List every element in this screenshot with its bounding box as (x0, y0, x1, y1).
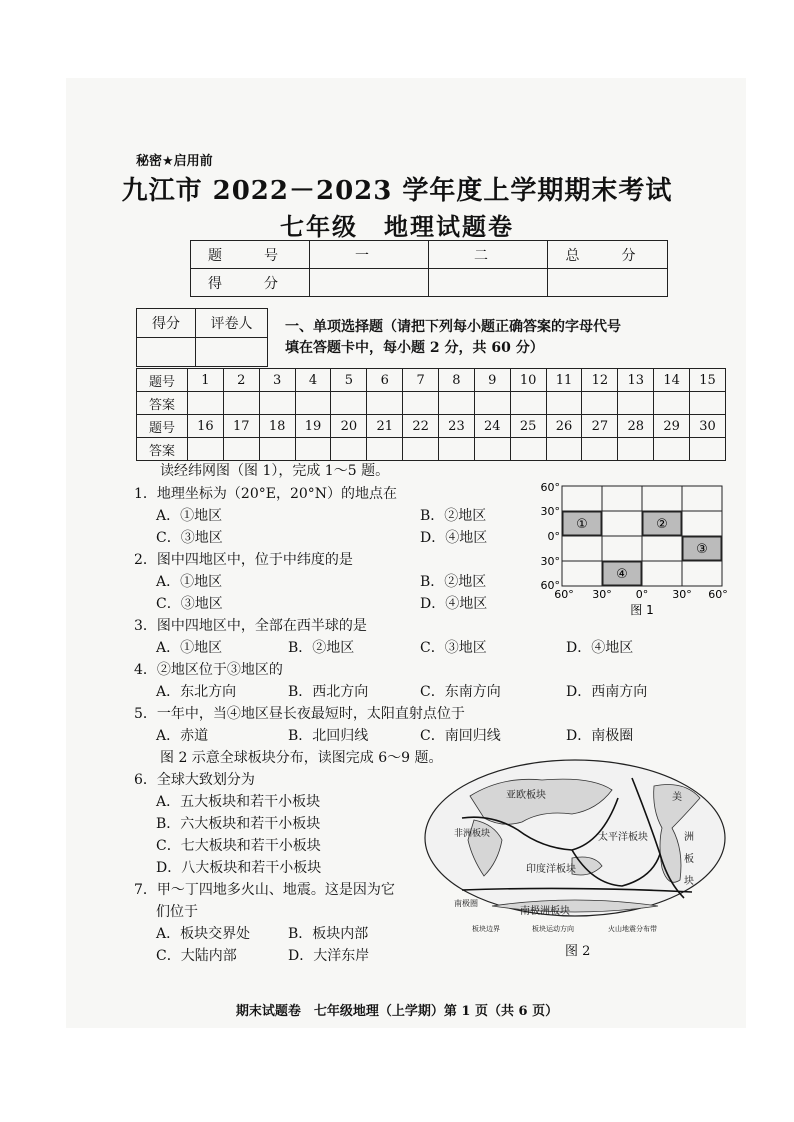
answer-cell[interactable] (546, 438, 582, 461)
option[interactable]: C．③地区 (156, 530, 223, 546)
option[interactable]: B．西北方向 (288, 684, 369, 700)
lat-label: 30° (540, 555, 560, 568)
q-number: 17 (223, 415, 259, 438)
answer-cell[interactable] (439, 438, 475, 461)
option[interactable]: A．五大板块和若干小板块 (156, 794, 321, 810)
answer-cell[interactable] (654, 392, 690, 415)
grader-reviewer-label: 评卷人 (196, 309, 268, 338)
intro-fig2: 图 2 示意全球板块分布，读图完成 6～9 题。 (160, 750, 443, 766)
q-number: 18 (259, 415, 295, 438)
answer-cell[interactable] (654, 438, 690, 461)
answer-table-row (137, 415, 726, 438)
answer-cell[interactable] (618, 438, 654, 461)
lat-label: 60° (540, 481, 560, 494)
plate-label: 非洲板块 (454, 829, 491, 839)
exam-title: 九江市 2022－2023 学年度上学期期末考试 (121, 176, 673, 206)
answer-table-row (137, 438, 726, 461)
answer-label: 答案 (137, 438, 188, 461)
grader-reviewer-cell[interactable] (196, 338, 268, 367)
answer-cell[interactable] (223, 438, 259, 461)
plate-label: 南极洲板块 (520, 906, 570, 917)
answer-cell[interactable] (690, 438, 726, 461)
option[interactable]: C．③地区 (156, 596, 223, 612)
answer-table (136, 368, 726, 461)
legend-item: 板块边界 (472, 925, 500, 933)
answer-label: 题号 (137, 369, 188, 392)
q-number: 10 (510, 369, 546, 392)
answer-cell[interactable] (331, 392, 367, 415)
lon-label: 0° (635, 588, 649, 601)
option[interactable]: D．西南方向 (566, 684, 648, 700)
q-number: 19 (295, 415, 331, 438)
option[interactable]: B．板块内部 (288, 926, 369, 942)
score-cell[interactable] (429, 269, 548, 297)
option[interactable]: C．③地区 (420, 640, 487, 656)
figure-1-caption: 图 1 (630, 603, 654, 617)
answer-cell[interactable] (439, 392, 475, 415)
lon-label: 60° (708, 588, 728, 601)
q-number: 15 (690, 369, 726, 392)
q-number: 7 (403, 369, 439, 392)
lat-label: 30° (540, 505, 560, 518)
option[interactable]: D．大洋东岸 (288, 948, 370, 964)
option[interactable]: B．②地区 (420, 508, 487, 524)
q-number: 29 (654, 415, 690, 438)
q-number: 20 (331, 415, 367, 438)
secret-label: 秘密★启用前 (136, 154, 213, 169)
option[interactable]: D．南极圈 (566, 728, 634, 744)
option[interactable]: D．④地区 (420, 530, 488, 546)
answer-cell[interactable] (403, 438, 439, 461)
question-6: 6．全球大致划分为 (134, 772, 255, 788)
answer-cell[interactable] (188, 438, 224, 461)
q-number: 6 (367, 369, 403, 392)
q-number: 24 (474, 415, 510, 438)
answer-cell[interactable] (474, 392, 510, 415)
answer-cell[interactable] (259, 392, 295, 415)
q-number: 23 (439, 415, 475, 438)
answer-cell[interactable] (223, 392, 259, 415)
answer-cell[interactable] (188, 392, 224, 415)
q-number: 2 (223, 369, 259, 392)
lon-label: 30° (672, 588, 692, 601)
q-number: 3 (259, 369, 295, 392)
q-number: 25 (510, 415, 546, 438)
option[interactable]: B．北回归线 (288, 728, 369, 744)
answer-cell[interactable] (295, 438, 331, 461)
question-4: 4．②地区位于③地区的 (134, 662, 283, 678)
intro-fig1: 读经纬网图（图 1），完成 1～5 题。 (160, 463, 390, 479)
plate-label: 美 (672, 792, 682, 803)
answer-cell[interactable] (582, 438, 618, 461)
option[interactable]: A．①地区 (156, 508, 223, 524)
option[interactable]: D．④地区 (420, 596, 488, 612)
legend-item: 板块运动方向 (532, 925, 574, 933)
option[interactable]: A．东北方向 (156, 684, 237, 700)
exam-subtitle: 七年级 地理试题卷 (280, 212, 514, 241)
answer-cell[interactable] (618, 392, 654, 415)
option[interactable]: C．东南方向 (420, 684, 501, 700)
score-cell[interactable] (310, 269, 429, 297)
answer-label: 答案 (137, 392, 188, 415)
plate-label: 洲 (684, 832, 694, 843)
q-number: 22 (403, 415, 439, 438)
answer-cell[interactable] (582, 392, 618, 415)
figure-1-grid (536, 480, 736, 620)
q-number: 12 (582, 369, 618, 392)
answer-cell[interactable] (474, 438, 510, 461)
region-label: ③ (696, 542, 708, 557)
question-1: 1．地理坐标为（20°E，20°N）的地点在 (134, 486, 398, 502)
score-head: 一 (310, 241, 429, 269)
lat-label: 60° (540, 579, 560, 592)
question-7-cont: 们位于 (156, 904, 198, 920)
answer-table-row (137, 392, 726, 415)
option[interactable]: A．①地区 (156, 574, 223, 590)
score-head: 二 (429, 241, 548, 269)
plate-label: 太平洋板块 (598, 832, 648, 843)
lon-label: 30° (592, 588, 612, 601)
score-cell[interactable] (548, 269, 668, 297)
score-cell: 得 分 (191, 269, 310, 297)
question-5: 5．一年中，当④地区昼长夜最短时，太阳直射点位于 (134, 706, 465, 722)
answer-cell[interactable] (295, 392, 331, 415)
answer-cell[interactable] (331, 438, 367, 461)
answer-label: 题号 (137, 415, 188, 438)
lon-label: 60° (554, 588, 574, 601)
answer-cell[interactable] (510, 392, 546, 415)
option[interactable]: B．②地区 (420, 574, 487, 590)
q-number: 9 (474, 369, 510, 392)
grader-box (136, 308, 268, 367)
q-number: 8 (439, 369, 475, 392)
answer-cell[interactable] (403, 392, 439, 415)
region-label: ② (656, 517, 668, 532)
q-number: 13 (618, 369, 654, 392)
grader-score-label: 得分 (137, 309, 196, 338)
figure-2-caption: 图 2 (565, 944, 591, 959)
score-head: 总 分 (548, 241, 668, 269)
q-number: 27 (582, 415, 618, 438)
plate-label: 块 (684, 876, 694, 887)
plate-label: 板 (684, 854, 694, 865)
option[interactable]: A．①地区 (156, 640, 223, 656)
legend-item: 火山地震分布带 (608, 925, 657, 933)
q-number: 14 (654, 369, 690, 392)
question-3: 3．图中四地区中，全部在西半球的是 (134, 618, 367, 634)
region-label: ④ (616, 567, 628, 582)
page-footer: 期末试题卷 七年级地理（上学期）第 1 页（共 6 页） (235, 1004, 559, 1019)
q-number: 28 (618, 415, 654, 438)
score-head: 题 号 (191, 241, 310, 269)
q-number: 21 (367, 415, 403, 438)
q-number: 4 (295, 369, 331, 392)
q-number: 1 (188, 369, 224, 392)
answer-cell[interactable] (546, 392, 582, 415)
option[interactable]: C．七大板块和若干小板块 (156, 838, 321, 854)
plate-label: 印度洋板块 (526, 864, 576, 875)
option[interactable]: B．六大板块和若干小板块 (156, 816, 321, 832)
figure-2-plate-map (422, 758, 728, 938)
q-number: 11 (546, 369, 582, 392)
answer-table-row (137, 369, 726, 392)
q-number: 26 (546, 415, 582, 438)
option[interactable]: B．②地区 (288, 640, 355, 656)
region-label: ① (576, 517, 588, 532)
q-number: 30 (690, 415, 726, 438)
question-2: 2．图中四地区中，位于中纬度的是 (134, 552, 353, 568)
question-7: 7．甲～丁四地多火山、地震。这是因为它 (134, 882, 395, 898)
section1-heading: 一、单项选择题（请把下列每小题正确答案的字母代号填在答题卡中，每小题 2 分，共 60 分） (285, 319, 621, 356)
option[interactable]: D．④地区 (566, 640, 634, 656)
grader-score-cell[interactable] (137, 338, 196, 367)
lat-label: 0° (547, 530, 560, 543)
answer-cell[interactable] (690, 392, 726, 415)
plate-label: 亚欧板块 (506, 790, 546, 801)
answer-cell[interactable] (510, 438, 546, 461)
option[interactable]: D．八大板块和若干小板块 (156, 860, 322, 876)
answer-cell[interactable] (367, 392, 403, 415)
answer-cell[interactable] (367, 438, 403, 461)
option[interactable]: C．大陆内部 (156, 948, 237, 964)
option[interactable]: A．板块交界处 (156, 926, 251, 942)
score-table (190, 240, 668, 297)
option[interactable]: C．南回归线 (420, 728, 501, 744)
option[interactable]: A．赤道 (156, 728, 209, 744)
answer-cell[interactable] (259, 438, 295, 461)
q-number: 5 (331, 369, 367, 392)
polar-circle-label: 南极圈 (454, 899, 478, 908)
q-number: 16 (188, 415, 224, 438)
